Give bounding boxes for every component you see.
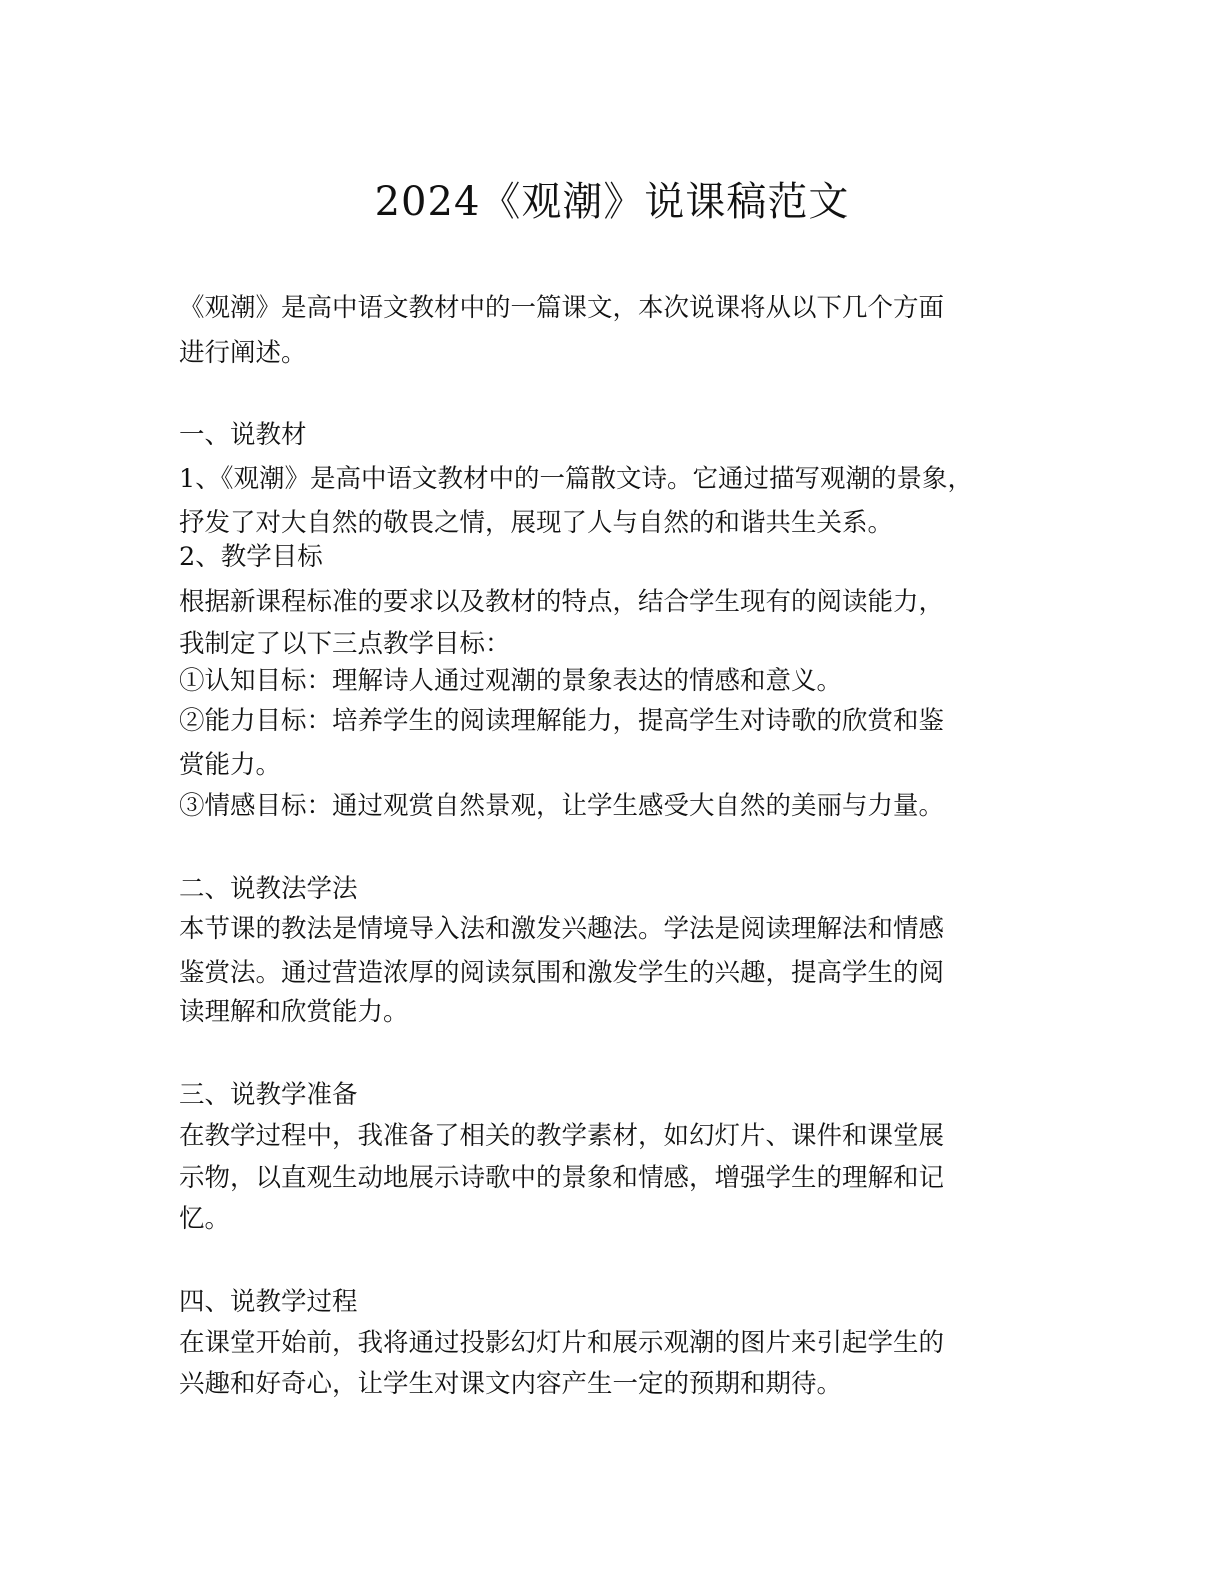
- text-line: 2、教学目标: [179, 542, 323, 572]
- text-line: ③情感目标：通过观赏自然景观，让学生感受大自然的美丽与力量。: [179, 791, 945, 821]
- text-line: 我制定了以下三点教学目标：: [179, 629, 511, 659]
- text-line: 进行阐述。: [179, 338, 307, 368]
- section-heading: 三、说教学准备: [179, 1080, 358, 1110]
- text-line: 示物，以直观生动地展示诗歌中的景象和情感，增强学生的理解和记: [179, 1163, 945, 1193]
- text-line: 鉴赏法。通过营造浓厚的阅读氛围和激发学生的兴趣，提高学生的阅: [179, 958, 945, 988]
- text-line: 读理解和欣赏能力。: [179, 997, 409, 1027]
- text-line: 在课堂开始前，我将通过投影幻灯片和展示观潮的图片来引起学生的: [179, 1328, 945, 1358]
- text-line: 抒发了对大自然的敬畏之情，展现了人与自然的和谐共生关系。: [179, 508, 894, 538]
- section-heading: 二、说教法学法: [179, 874, 358, 904]
- page-title: 2024《观潮》说课稿范文: [374, 179, 850, 225]
- text-line: 1、《观潮》是高中语文教材中的一篇散文诗。它通过描写观潮的景象，: [179, 464, 973, 494]
- text-line: 兴趣和好奇心，让学生对课文内容产生一定的预期和期待。: [179, 1369, 843, 1399]
- section-heading: 一、说教材: [179, 420, 307, 450]
- section-heading: 四、说教学过程: [179, 1287, 358, 1317]
- text-line: 忆。: [179, 1204, 231, 1234]
- text-line: ②能力目标：培养学生的阅读理解能力，提高学生对诗歌的欣赏和鉴: [179, 706, 945, 736]
- text-line: 赏能力。: [179, 750, 282, 780]
- text-line: 在教学过程中，我准备了相关的教学素材，如幻灯片、课件和课堂展: [179, 1121, 945, 1151]
- text-line: 根据新课程标准的要求以及教材的特点，结合学生现有的阅读能力，: [179, 587, 945, 617]
- text-line: 《观潮》是高中语文教材中的一篇课文，本次说课将从以下几个方面: [179, 293, 945, 323]
- text-line: 本节课的教法是情境导入法和激发兴趣法。学法是阅读理解法和情感: [179, 914, 945, 944]
- text-line: ①认知目标：理解诗人通过观潮的景象表达的情感和意义。: [179, 666, 843, 696]
